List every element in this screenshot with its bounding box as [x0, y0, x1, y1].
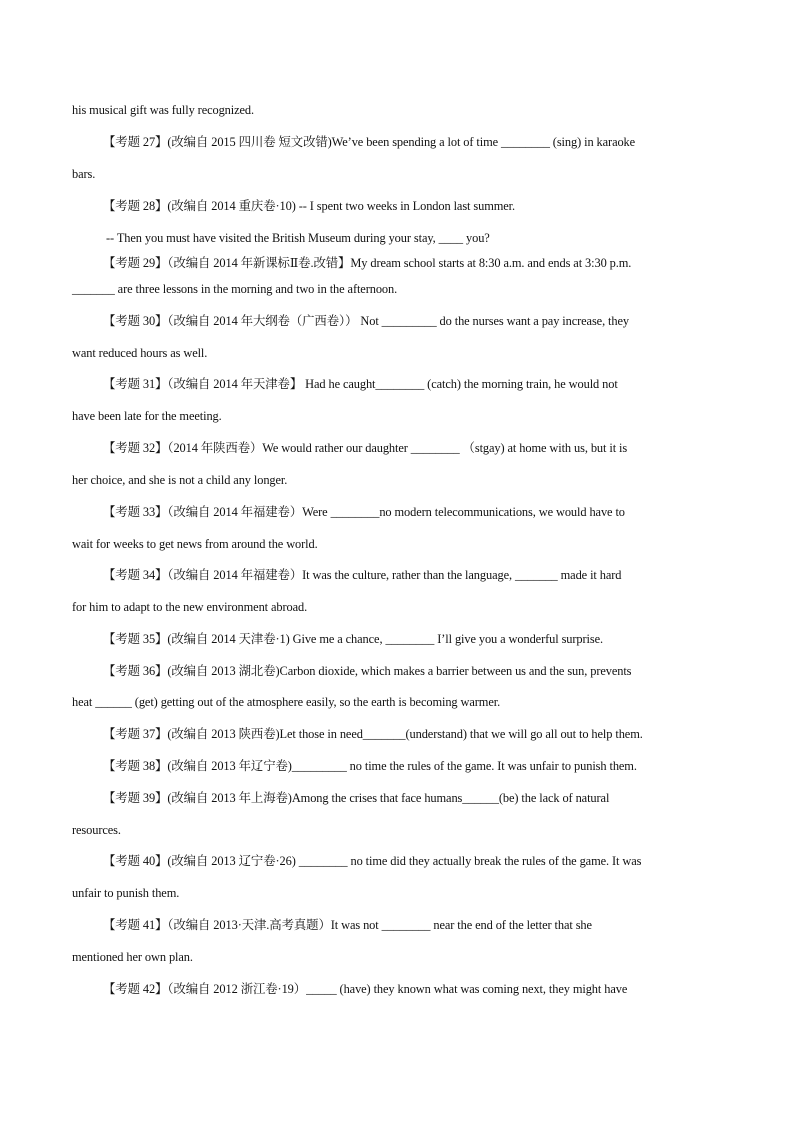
question-41: 【考题 41】（改编自 2013·天津.高考真题）It was not ________ near the end of the letter that she [103, 918, 592, 932]
text-line: -- Then you must have visited the British Museum during your stay, ____ you? [106, 231, 490, 245]
text-line: _______ are three lessons in the morning and two in the afternoon. [72, 282, 398, 296]
question-33: 【考题 33】（改编自 2014 年福建卷）Were ________no modern telecommunications, we would have to [103, 505, 625, 519]
text-line: wait for weeks to get news from around the world. [72, 537, 318, 551]
question-34: 【考题 34】（改编自 2014 年福建卷）It was the culture, rather than the language, _______ made it hard [103, 568, 622, 582]
question-38: 【考题 38】(改编自 2013 年辽宁卷)_________ no time the rules of the game. It was unfair to punish them. [103, 759, 637, 773]
question-39: 【考题 39】(改编自 2013 年上海卷)Among the crises that face humans______(be) the lack of natural [103, 791, 610, 805]
text-line: resources. [72, 823, 121, 837]
question-40: 【考题 40】(改编自 2013 辽宁卷·26) ________ no time did they actually break the rules of the game. It was [103, 854, 642, 868]
text-line: his musical gift was fully recognized. [72, 103, 255, 117]
question-37: 【考题 37】(改编自 2013 陕西卷)Let those in need_______(understand) that we will go all out to help them. [103, 727, 643, 741]
question-42: 【考题 42】（改编自 2012 浙江卷·19）_____ (have) they known what was coming next, they might have [103, 982, 628, 996]
question-32: 【考题 32】（2014 年陕西卷）We would rather our daughter ________ （stgay) at home with us, but it is [103, 441, 628, 455]
text-line: for him to adapt to the new environment abroad. [72, 600, 308, 614]
question-36: 【考题 36】(改编自 2013 湖北卷)Carbon dioxide, which makes a barrier between us and the sun, prevents [103, 664, 632, 678]
text-line: her choice, and she is not a child any longer. [72, 473, 288, 487]
text-line: mentioned her own plan. [72, 950, 193, 964]
question-30: 【考题 30】（改编自 2014 年大纲卷（广西卷）） Not _________ do the nurses want a pay increase, they [103, 314, 629, 328]
text-line: unfair to punish them. [72, 886, 180, 900]
text-line: want reduced hours as well. [72, 346, 208, 360]
question-35: 【考题 35】(改编自 2014 天津卷·1) Give me a chance, ________ I’ll give you a wonderful surprise. [103, 632, 603, 646]
text-line: have been late for the meeting. [72, 409, 222, 423]
text-line: heat ______ (get) getting out of the atmosphere easily, so the earth is becoming warmer. [72, 695, 501, 709]
question-27: 【考题 27】(改编自 2015 四川卷 短文改错)We’ve been spending a lot of time ________ (sing) in karaoke [103, 135, 636, 149]
question-31: 【考题 31】（改编自 2014 年天津卷】 Had he caught________ (catch) the morning train, he would not [103, 377, 618, 391]
question-29: 【考题 29】（改编自 2014 年新课标Ⅱ卷.改错】My dream school starts at 8:30 a.m. and ends at 3:30 p.m. [103, 256, 632, 270]
text-line: bars. [72, 167, 96, 181]
question-28: 【考题 28】(改编自 2014 重庆卷·10) -- I spent two weeks in London last summer. [103, 199, 516, 213]
